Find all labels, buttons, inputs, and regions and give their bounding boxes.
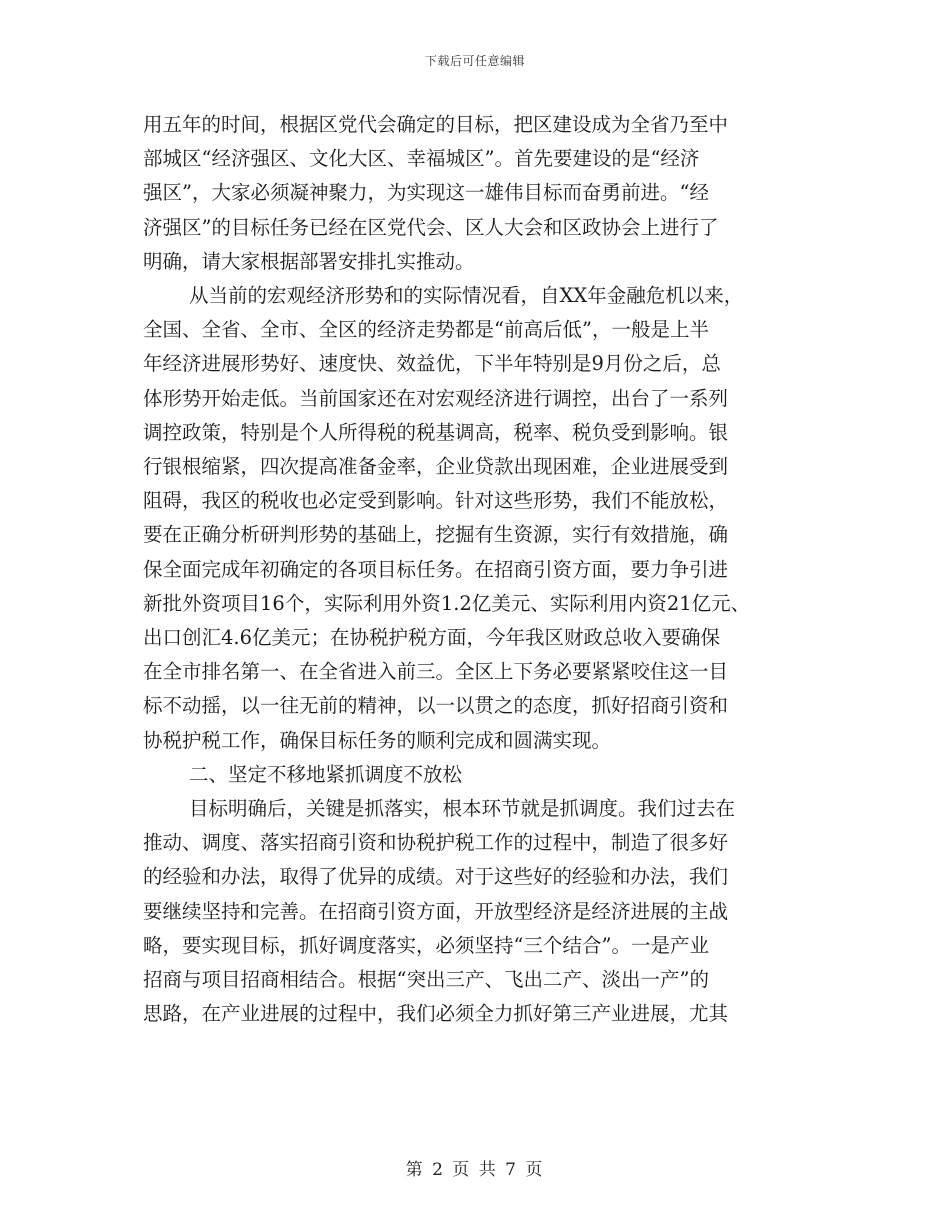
text-line: 要继续坚持和完善。在招商引资方面，开放型经济是经济进展的主战 <box>143 899 729 923</box>
text-line: 新批外资项目16个，实际利用外资1.2亿美元、实际利用内资21亿元、 <box>143 591 751 615</box>
text-line: 用五年的时间，根据区党代会确定的目标，把区建设成为全省乃至中 <box>143 113 729 136</box>
footer-suffix: 页 <box>525 1160 545 1180</box>
page-footer <box>0 1155 950 1180</box>
text-line: 的经验和办法，取得了优异的成绩。对于这些好的经验和办法，我们 <box>143 865 729 889</box>
text-line: 全国、全省、全市、全区的经济走势都是“前高后低”，一般是上半 <box>143 318 709 342</box>
text-line: 出口创汇4.6亿美元；在协税护税方面，今年我区财政总收入要确保 <box>143 626 721 650</box>
page-header: 下载后可任意编辑 <box>424 54 525 68</box>
text-line: 保全面完成年初确定的各项目标任务。在招商引资方面，要力争引进 <box>143 557 729 581</box>
text-line: 思路，在产业进展的过程中，我们必须全力抓好第三产业进展，尤其 <box>143 1002 729 1026</box>
text-line: 济强区”的目标任务已经在区党代会、区人大会和区政协会上进行了 <box>143 215 719 239</box>
text-line: 明确，请大家根据部署安排扎实推动。 <box>143 249 475 273</box>
document-body <box>143 108 843 1031</box>
text-line: 协税护税工作，确保目标任务的顺利完成和圆满实现。 <box>143 728 612 752</box>
paragraph-first-line: 目标明确后，关键是抓落实，根本环节就是抓调度。我们过去在 <box>189 797 736 821</box>
paragraph-first-line: 从当前的宏观经济形势和的实际情况看，自XX年金融危机以来， <box>189 284 744 308</box>
footer-middle: 页 共 <box>452 1160 498 1180</box>
text-line: 调控政策，特别是个人所得税的税基调高，税率、税负受到影响。银 <box>143 420 729 444</box>
text-line: 部城区“经济强区、文化大区、幸福城区”。首先要建设的是“经济 <box>143 147 700 171</box>
text-line: 略，要实现目标，抓好调度落实，必须坚持“三个结合”。一是产业 <box>143 933 709 957</box>
text-line: 招商与项目招商相结合。根据“突出三产、飞出二产、淡出一产”的 <box>143 968 709 992</box>
text-line: 在全市排名第一、在全省进入前三。全区上下务必要紧紧咬住这一目 <box>143 660 729 684</box>
current-page-number: 2 <box>432 1160 445 1180</box>
text-line: 体形势开始走低。当前国家还在对宏观经济进行调控，出台了一系列 <box>143 386 729 410</box>
footer-prefix: 第 <box>405 1160 425 1180</box>
text-line: 阻碍，我区的税收也必定受到影响。针对这些形势，我们不能放松， <box>143 489 729 513</box>
text-line: 行银根缩紧，四次提高准备金率，企业贷款出现困难，企业进展受到 <box>143 455 729 479</box>
text-line: 推动、调度、落实招商引资和协税护税工作的过程中，制造了很多好 <box>143 831 729 855</box>
text-line: 标不动摇，以一往无前的精神，以一以贯之的态度，抓好招商引资和 <box>143 694 729 718</box>
text-line: 强区”，大家必须凝神聚力，为实现这一雄伟目标而奋勇前进。“经 <box>143 181 709 205</box>
text-line: 年经济进展形势好、速度快、效益优，下半年特别是9月份之后，总 <box>143 352 721 376</box>
total-page-count: 7 <box>505 1160 518 1180</box>
text-line: 要在正确分析研判形势的基础上，挖掘有生资源，实行有效措施，确 <box>143 523 729 547</box>
section-heading: 二、坚定不移地紧抓调度不放松 <box>189 762 463 786</box>
